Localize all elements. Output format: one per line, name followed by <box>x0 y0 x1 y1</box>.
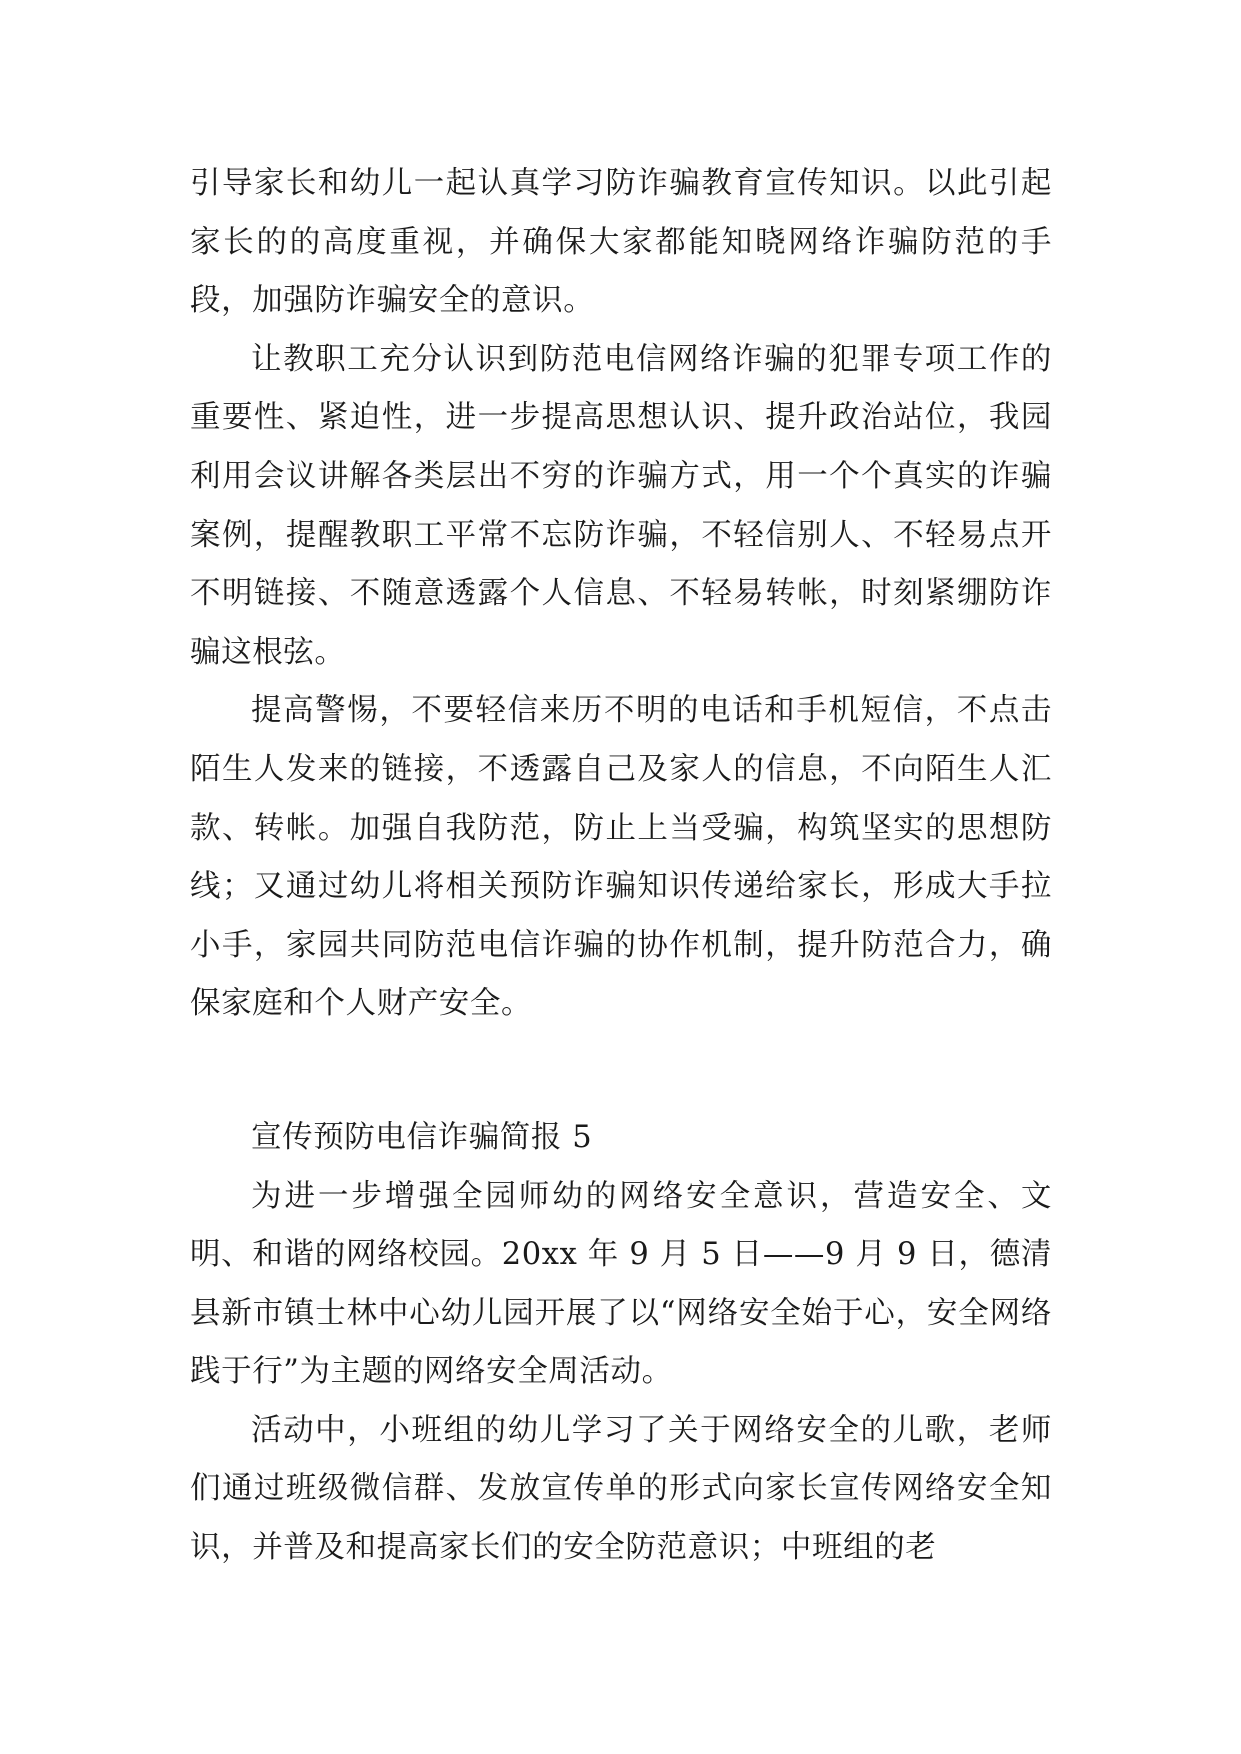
section-spacer <box>190 1034 1052 1109</box>
paragraph-2: 让教职工充分认识到防范电信网络诈骗的犯罪专项工作的重要性、紧迫性，进一步提高思想认识、提升政治站位，我园利用会议讲解各类层出不穷的诈骗方式，用一个个真实的诈骗案例，提醒教职工平常不忘防诈骗，不轻信别人、不轻易点开不明链接、不随意透露个人信息、不轻易转帐，时刻紧绷防诈骗这根弦。 <box>190 341 1052 670</box>
section-heading: 宣传预防电信诈骗简报 5 <box>251 1119 593 1155</box>
paragraph-4: 为进一步增强全园师幼的网络安全意识，营造安全、文明、和谐的网络校园。20xx 年 9 月 5 日——9 月 9 日，德清县新市镇士林中心幼儿园开展了以“网络安全始于心，安全网络践于行”为主题的网络安全周活动。 <box>190 1178 1052 1390</box>
paragraph-5: 活动中，小班组的幼儿学习了关于网络安全的儿歌，老师们通过班级微信群、发放宣传单的形式向家长宣传网络安全知识，并普及和提高家长们的安全防范意识；中班组的老 <box>190 1412 1052 1566</box>
document-body <box>190 155 1052 1578</box>
paragraph-1: 引导家长和幼儿一起认真学习防诈骗教育宣传知识。以此引起家长的的高度重视，并确保大家都能知晓网络诈骗防范的手段，加强防诈骗安全的意识。 <box>190 166 1052 319</box>
paragraph-3: 提高警惕，不要轻信来历不明的电话和手机短信，不点击陌生人发来的链接，不透露自己及家人的信息，不向陌生人汇款、转帐。加强自我防范，防止上当受骗，构筑坚实的思想防线；又通过幼儿将相关预防诈骗知识传递给家长，形成大手拉小手，家园共同防范电信诈骗的协作机制，提升防范合力，确保家庭和个人财产安全。 <box>190 693 1052 1022</box>
